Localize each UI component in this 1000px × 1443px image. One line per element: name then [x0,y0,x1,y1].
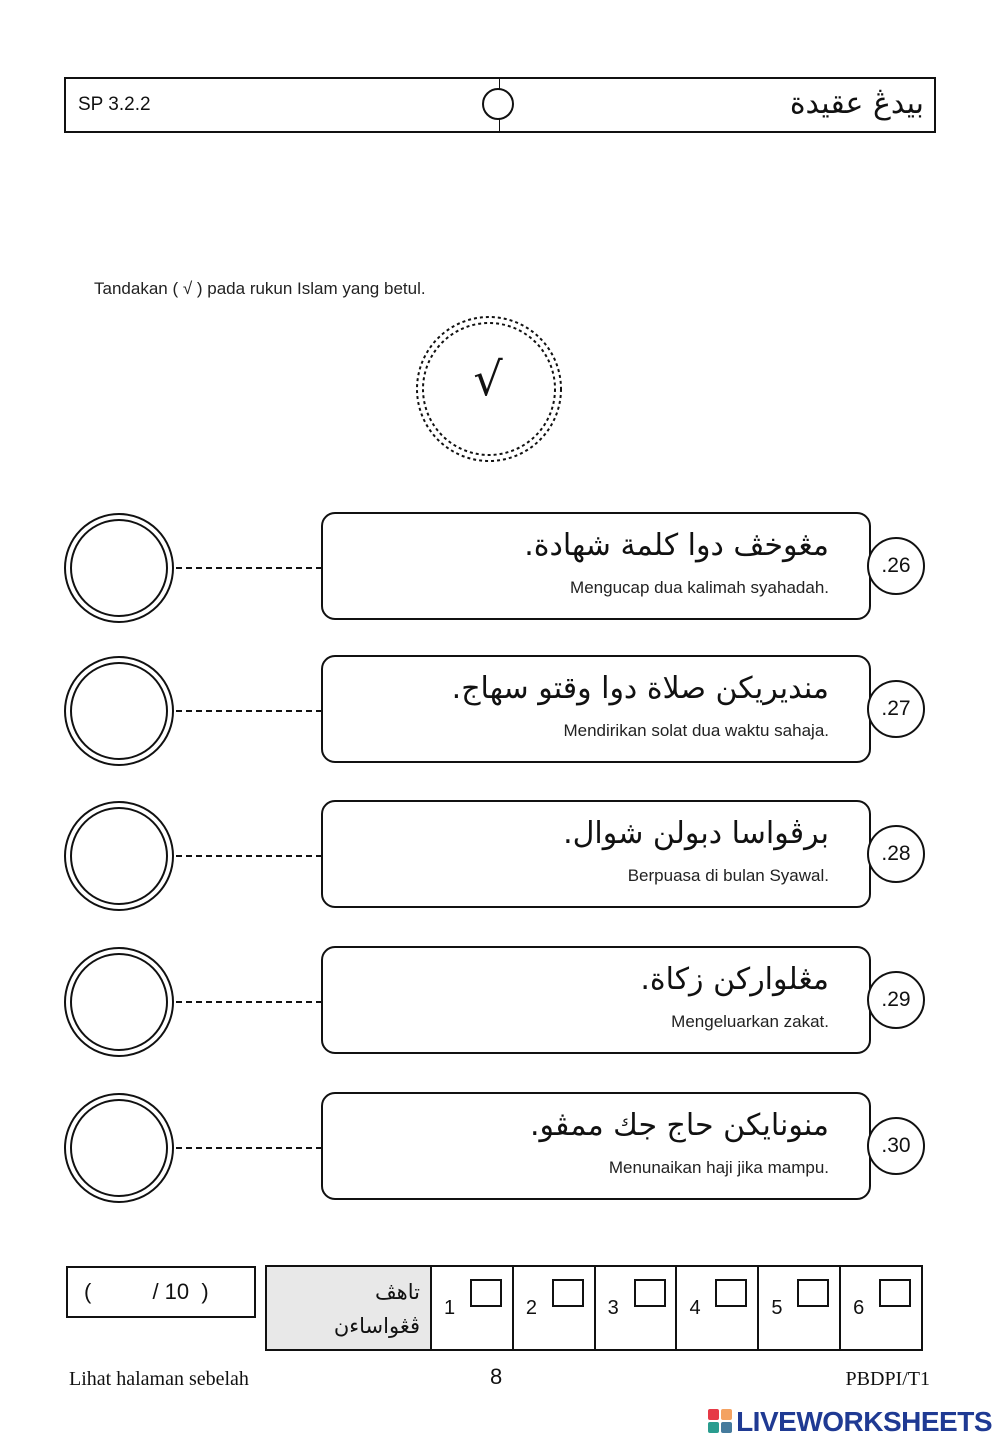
level-checkbox[interactable] [879,1279,911,1307]
header-circle-icon [482,88,514,120]
footer-doc-code: PBDPI/T1 [845,1368,930,1390]
answer-circle[interactable] [64,947,174,1057]
statement-rumi: Mendirikan solat dua waktu sahaja. [563,721,829,740]
level-checkbox[interactable] [797,1279,829,1307]
statement-box [321,655,871,763]
statement-box [321,512,871,620]
statement-box [321,800,871,908]
mastery-level-label-cell [267,1267,432,1349]
statement-rumi: Mengeluarkan zakat. [671,1012,829,1031]
statement-rumi: Menunaikan haji jika mampu. [608,1158,829,1177]
answer-circle[interactable] [64,1093,174,1203]
level-cell [677,1267,759,1349]
level-cell [514,1267,596,1349]
mastery-level-label-line2: ڤڠواساءن [333,1314,420,1338]
mastery-level-table [265,1265,923,1351]
mastery-level-label [334,1275,420,1343]
dashed-connector [176,710,322,712]
level-cell [841,1267,921,1349]
question-number: .28 [867,825,925,883]
question-number: .29 [867,971,925,1029]
answer-circle[interactable] [64,801,174,911]
mastery-level-label-line1: تاهڤ [374,1280,420,1304]
answer-circle[interactable] [64,656,174,766]
statement-jawi: برڤواسا دبولن شوال. [563,816,829,851]
statement-jawi: منونايكن حاج جك ممڤو. [530,1108,829,1143]
statement-jawi: مڠلواركن زكاة. [640,962,829,997]
dashed-connector [176,855,322,857]
statement-rumi: Mengucap dua kalimah syahadah. [570,578,829,597]
liveworksheets-logo-icon [708,1409,734,1435]
answer-circle[interactable] [64,513,174,623]
instruction-text: Tandakan ( √ ) pada rukun Islam yang betul. [94,279,426,298]
question-number: .30 [867,1117,925,1175]
level-cell [432,1267,514,1349]
statement-box [321,946,871,1054]
liveworksheets-logo-text: LIVEWORKSHEETS [736,1406,992,1437]
level-number: 2 [525,1297,537,1319]
level-number: 4 [689,1297,701,1319]
dashed-connector [176,567,322,569]
level-checkbox[interactable] [552,1279,584,1307]
level-number: 6 [853,1297,865,1319]
level-checkbox[interactable] [634,1279,666,1307]
statement-box [321,1092,871,1200]
dashed-connector [176,1147,322,1149]
level-checkbox[interactable] [470,1279,502,1307]
score-text: ( / 10 ) [84,1279,209,1304]
footer-next-page-note: Lihat halaman sebelah [69,1368,249,1390]
level-cell [759,1267,841,1349]
standard-code: SP 3.2.2 [78,94,151,115]
liveworksheets-logo [708,1406,992,1438]
statement-jawi: مڠوخڤ دوا كلمة شهادة. [524,528,829,563]
level-number: 5 [771,1297,783,1319]
example-check-mark: √ [473,352,503,406]
page-number: 8 [490,1364,503,1389]
level-number: 1 [444,1297,456,1319]
dashed-connector [176,1001,322,1003]
level-number: 3 [607,1297,619,1319]
question-number: .26 [867,537,925,595]
question-number: .27 [867,680,925,738]
level-cell [596,1267,678,1349]
statement-jawi: منديريكن صلاة دوا وقتو سهاج. [451,671,829,706]
level-checkbox[interactable] [715,1279,747,1307]
section-title: بيدڠ عقيدة [789,86,924,121]
statement-rumi: Berpuasa di bulan Syawal. [627,866,829,885]
